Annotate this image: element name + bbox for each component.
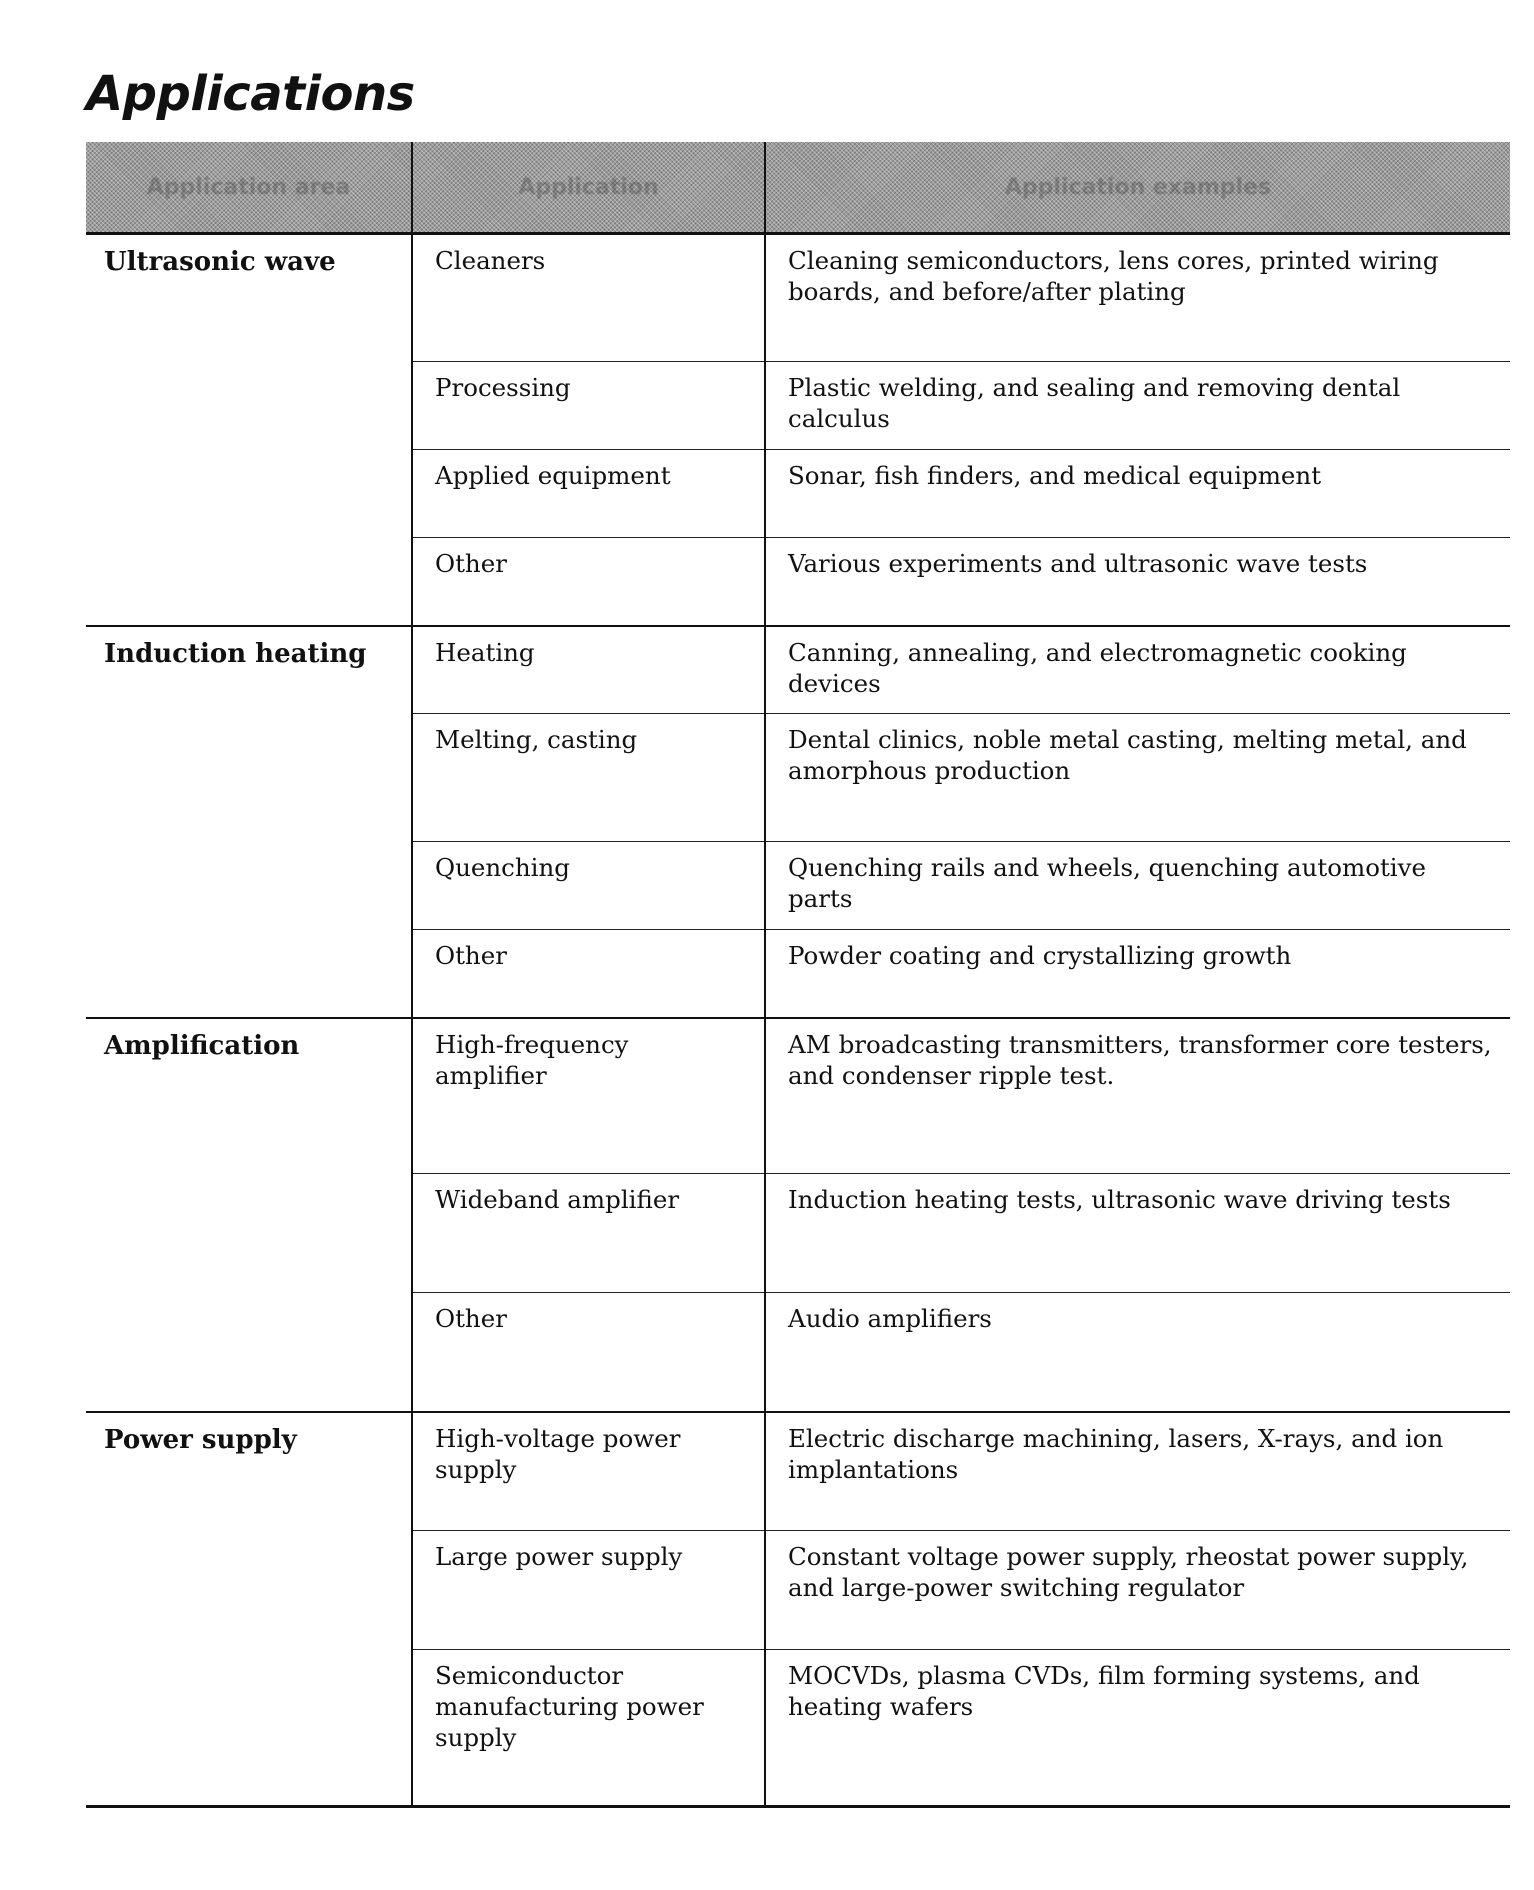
examples-cell: Cleaning semiconductors, lens cores, printed wiring boards, and before/after plating: [765, 234, 1510, 362]
application-cell: Other: [412, 930, 765, 1018]
examples-cell: Audio amplifiers: [765, 1293, 1510, 1412]
application-cell: Processing: [412, 362, 765, 450]
application-cell: Applied equipment: [412, 450, 765, 538]
application-cell: High-voltage power supply: [412, 1412, 765, 1531]
header-application: Application: [412, 142, 765, 234]
examples-cell: MOCVDs, plasma CVDs, film forming systems, and heating wafers: [765, 1650, 1510, 1807]
table-body: [86, 234, 1510, 1807]
table-row: [86, 234, 1510, 362]
table-row: [86, 1412, 1510, 1531]
header-application-examples: Application examples: [765, 142, 1510, 234]
page-title: Applications: [86, 66, 415, 122]
application-cell: Semiconductor manufacturing power supply: [412, 1650, 765, 1807]
application-cell: Other: [412, 538, 765, 626]
applications-table: [86, 142, 1510, 1808]
application-cell: Wideband amplifier: [412, 1174, 765, 1293]
application-cell: Quenching: [412, 842, 765, 930]
application-cell: Cleaners: [412, 234, 765, 362]
examples-cell: Powder coating and crystallizing growth: [765, 930, 1510, 1018]
category-induction-heating: Induction heating: [86, 626, 412, 1018]
examples-cell: Sonar, fish finders, and medical equipment: [765, 450, 1510, 538]
category-amplification: Amplification: [86, 1018, 412, 1412]
examples-cell: Induction heating tests, ultrasonic wave driving tests: [765, 1174, 1510, 1293]
applications-table-container: [86, 142, 1510, 1808]
application-cell: High-frequency amplifier: [412, 1018, 765, 1174]
table-row: [86, 626, 1510, 714]
examples-cell: Dental clinics, noble metal casting, melting metal, and amorphous production: [765, 714, 1510, 842]
examples-cell: Electric discharge machining, lasers, X-rays, and ion implantations: [765, 1412, 1510, 1531]
application-cell: Other: [412, 1293, 765, 1412]
header-row: [86, 142, 1510, 234]
examples-cell: Canning, annealing, and electromagnetic cooking devices: [765, 626, 1510, 714]
category-power-supply: Power supply: [86, 1412, 412, 1807]
header-application-area: Application area: [86, 142, 412, 234]
category-ultrasonic-wave: Ultrasonic wave: [86, 234, 412, 626]
examples-cell: Quenching rails and wheels, quenching automotive parts: [765, 842, 1510, 930]
examples-cell: Constant voltage power supply, rheostat power supply, and large-power switching regulator: [765, 1531, 1510, 1650]
application-cell: Large power supply: [412, 1531, 765, 1650]
application-cell: Heating: [412, 626, 765, 714]
examples-cell: Plastic welding, and sealing and removing dental calculus: [765, 362, 1510, 450]
table-row: [86, 1018, 1510, 1174]
examples-cell: AM broadcasting transmitters, transformer core testers, and condenser ripple test.: [765, 1018, 1510, 1174]
table-header: [86, 142, 1510, 234]
application-cell: Melting, casting: [412, 714, 765, 842]
examples-cell: Various experiments and ultrasonic wave tests: [765, 538, 1510, 626]
